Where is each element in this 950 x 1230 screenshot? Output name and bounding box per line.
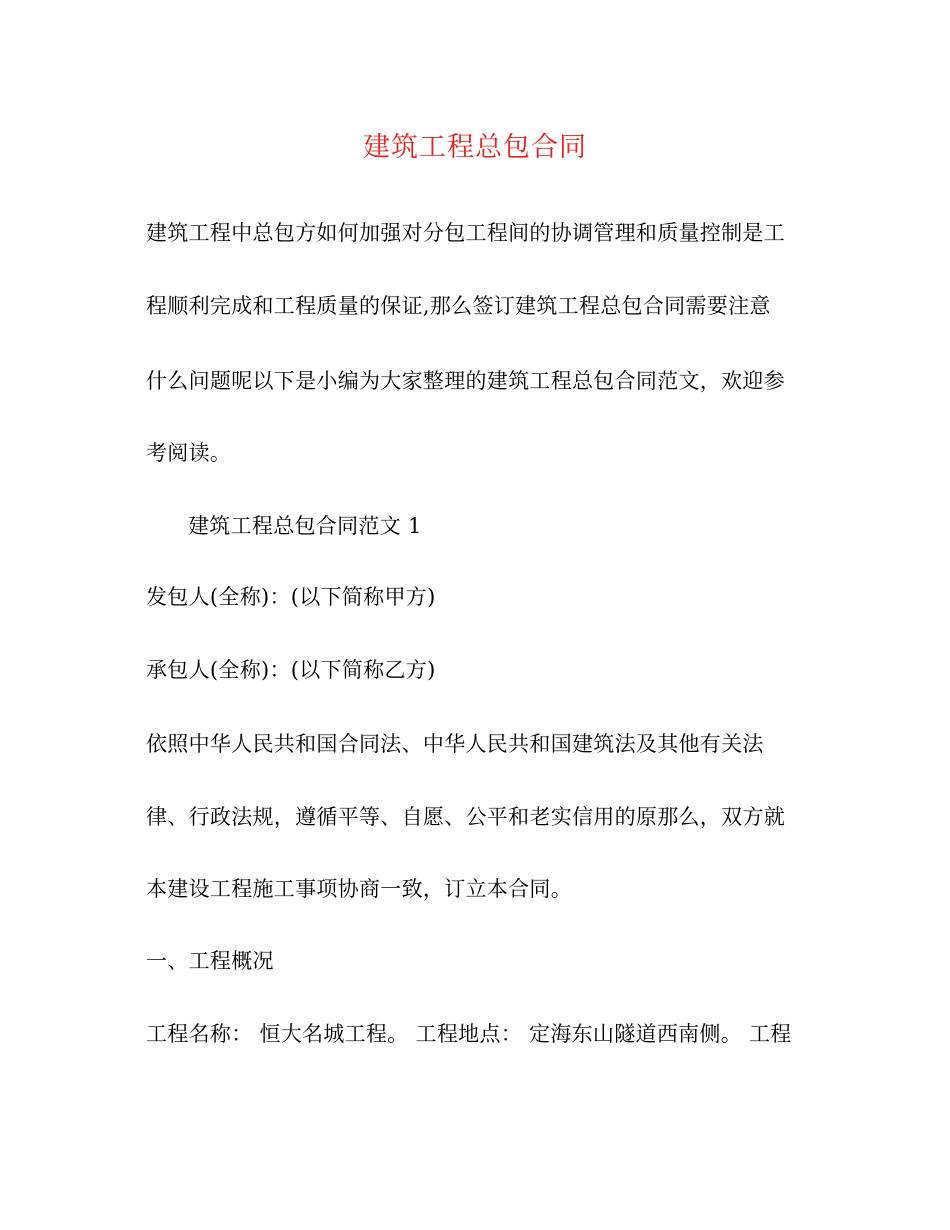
intro-line-3: 什么问题呢以下是小编为大家整理的建筑工程总包合同范文，欢迎参 [146, 369, 785, 393]
clause-heading: 一、工程概况 [146, 949, 274, 973]
preamble-line-3: 本建设工程施工事项协商一致，订立本合同。 [146, 877, 572, 901]
contractor-line: 承包人(全称)：(以下简称乙方) [146, 658, 436, 682]
intro-line-2: 程顺利完成和工程质量的保证,那么签订建筑工程总包合同需要注意 [146, 294, 771, 318]
intro-line-1: 建筑工程中总包方如何加强对分包工程间的协调管理和质量控制是工 [146, 221, 785, 245]
section-heading: 建筑工程总包合同范文 1 [188, 514, 422, 538]
document-title: 建筑工程总包合同 [363, 132, 587, 163]
intro-line-4: 考阅读。 [146, 441, 232, 465]
preamble-line-1: 依照中华人民共和国合同法、中华人民共和国建筑法及其他有关法 [146, 732, 764, 756]
employer-line: 发包人(全称)：(以下简称甲方) [146, 585, 436, 609]
preamble-line-2: 律、行政法规，遵循平等、自愿、公平和老实信用的原那么，双方就 [146, 805, 785, 829]
project-info-line: 工程名称： 恒大名城工程。 工程地点： 定海东山隧道西南侧。 工程 [146, 1022, 792, 1046]
